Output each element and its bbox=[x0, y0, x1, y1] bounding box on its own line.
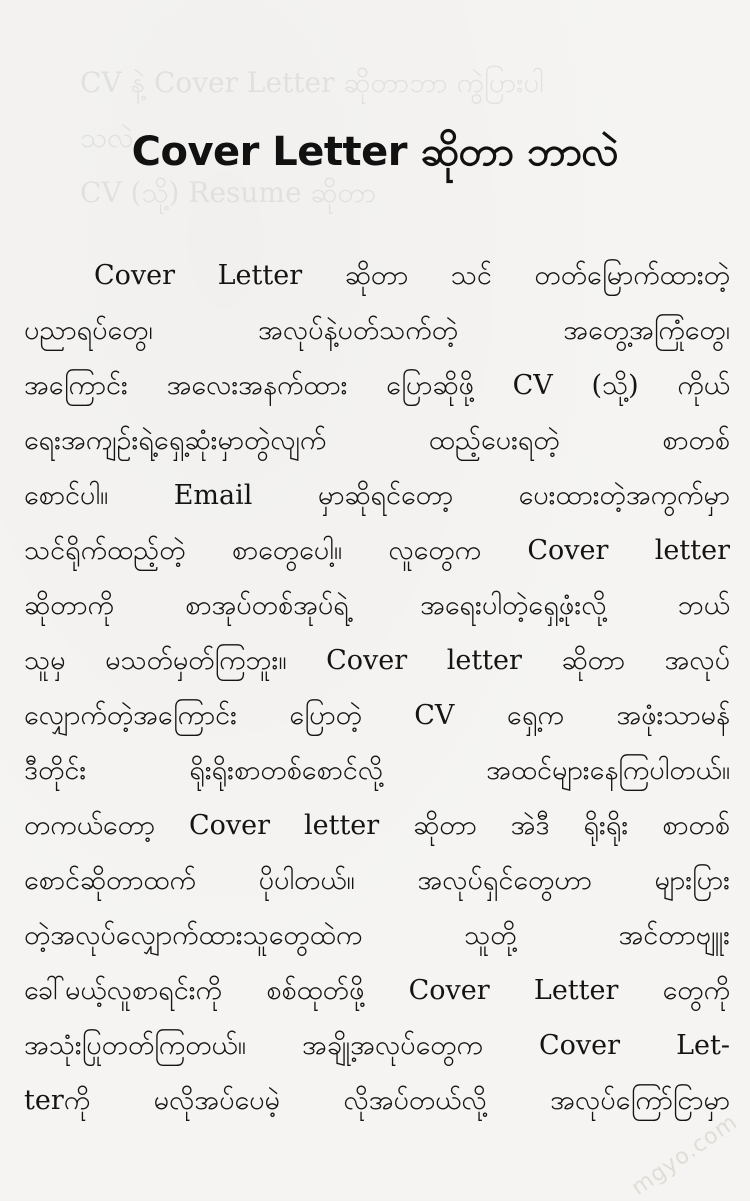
show-through-line: သလဲ bbox=[80, 121, 134, 154]
text-line: လျှောက်တဲ့အကြောင်း ပြောတဲ့ CV ရှေ့က အဖုံးသာမန် bbox=[24, 700, 730, 731]
text-line: Cover Letter ဆိုတာ သင် တတ်မြောက်ထားတဲ့ bbox=[94, 260, 730, 291]
show-through-line: CV (သို့) Resume ဆိုတာ bbox=[80, 176, 377, 209]
watermark: mgyo.com bbox=[626, 1109, 742, 1201]
text-line: စောင်ဆိုတာထက် ပိုပါတယ်။ အလုပ်ရှင်တွေဟာ များပြား bbox=[24, 865, 730, 896]
text-line: ခေါ်မယ့်လူစာရင်းကို စစ်ထုတ်ဖို့ Cover Letter တွေကို bbox=[24, 975, 730, 1006]
text-line: ရေးအကျဉ်းရဲ့ရှေ့ဆုံးမှာတွဲလျက် ထည့်ပေးရတဲ့ စာတစ် bbox=[24, 425, 730, 456]
text-line: terကို မလိုအပ်ပေမဲ့ လိုအပ်တယ်လို့ အလုပ်ကြော်ငြာမှာ bbox=[24, 1085, 730, 1116]
body-paragraph bbox=[24, 248, 730, 1128]
text-line: သူမှ မသတ်မှတ်ကြဘူး။ Cover letter ဆိုတာ အလုပ် bbox=[24, 645, 730, 676]
show-through-line: CV နဲ့ Cover Letter ဆိုတာဘာ ကွဲပြားပါ bbox=[80, 66, 545, 99]
text-line: ဒီတိုင်း ရိုးရိုးစာတစ်စောင်လို့ အထင်များနေကြပါတယ်။ bbox=[24, 755, 730, 786]
page-title: Cover Letter ဆိုတာ ဘာလဲ bbox=[131, 129, 619, 175]
text-line: ဆိုတာကို စာအုပ်တစ်အုပ်ရဲ့ အရေးပါတဲ့ရှေ့ဖုံးလို့ ဘယ် bbox=[24, 590, 730, 621]
text-line: တကယ်တော့ Cover letter ဆိုတာ အဲဒီ ရိုးရိုး စာတစ် bbox=[24, 810, 730, 841]
text-line: ပညာရပ်တွေ၊ အလုပ်နဲ့ပတ်သက်တဲ့ အတွေ့အကြုံတွေ၊ bbox=[24, 315, 730, 346]
text-line: အသုံးပြုတတ်ကြတယ်။ အချို့အလုပ်တွေက Cover Let- bbox=[24, 1030, 730, 1061]
text-line: အကြောင်း အလေးအနက်ထား ပြောဆိုဖို့ CV (သို့) ကိုယ် bbox=[24, 370, 730, 401]
text-line: တဲ့အလုပ်လျှောက်ထားသူတွေထဲက သူတို့ အင်တာဗျူး bbox=[24, 920, 730, 951]
text-line: သင်ရိုက်ထည့်တဲ့ စာတွေပေါ့။ လူတွေက Cover letter bbox=[24, 535, 730, 566]
text-line: စောင်ပါ။ Email မှာဆိုရင်တော့ ပေးထားတဲ့အကွက်မှာ bbox=[24, 480, 730, 511]
